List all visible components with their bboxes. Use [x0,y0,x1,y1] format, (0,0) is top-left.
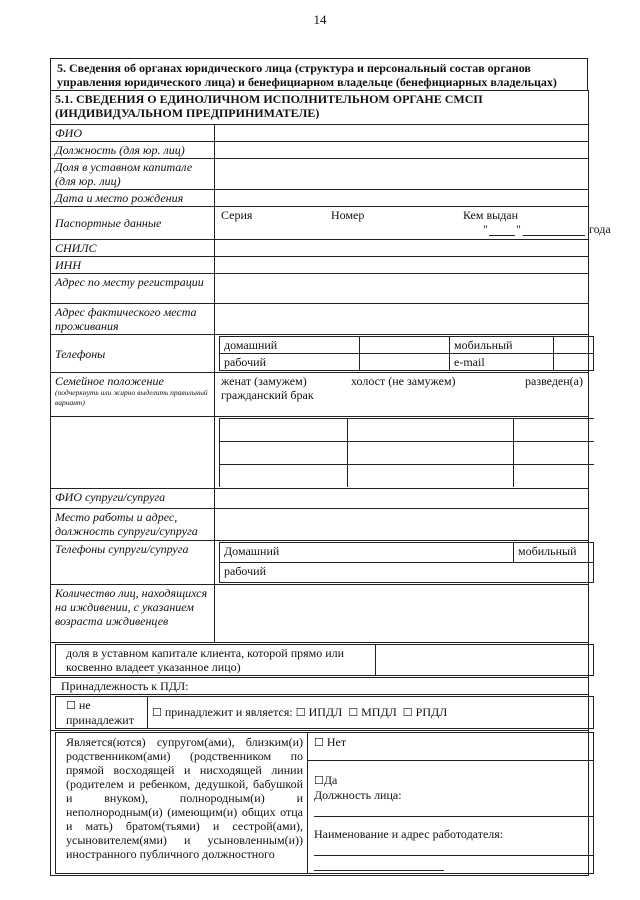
pdl-grid [55,696,594,729]
family-label-cell [51,373,215,417]
phones-grid [219,336,594,371]
phone-home-label: домашний [220,337,360,354]
inn-label: ИНН [51,257,215,274]
reg-address-field[interactable] [215,274,589,304]
passport-issued-label: Кем выдан [463,208,519,222]
phone-work-value[interactable] [360,354,450,371]
pdl-row [51,695,589,731]
family-married[interactable]: женат (замужем) [221,374,307,388]
share-client-row [51,643,589,678]
position-field[interactable] [215,142,589,159]
relative-grid [55,732,594,874]
grid-cell[interactable] [220,442,348,465]
birth-label: Дата и место рождения [51,190,215,207]
spouse-phones-field [215,541,589,585]
checkbox-icon[interactable]: ☐ [314,736,324,749]
spouse-phone-home-label: Домашний [220,543,514,563]
phone-home-value[interactable] [360,337,450,354]
relative-position-label: Должность лица: [314,788,402,802]
phone-work-label: рабочий [220,354,360,371]
grid-cell[interactable] [220,419,348,442]
spouse-phones-label: Телефоны супруги/супруга [51,541,215,585]
relative-employer-label: Наименование и адрес работодателя: [314,827,504,841]
passport-date-quote-close: " [516,222,521,236]
position-label: Должность (для юр. лиц) [51,142,215,159]
page-number: 14 [313,12,327,27]
dependents-label: Количество лиц, находящихся на иждивении, с указанием возраста иждивенцев [51,585,215,643]
relative-yes-option[interactable] [314,773,587,788]
relative-position-field[interactable] [314,802,593,817]
grid-cell[interactable] [514,465,594,488]
family-label: Семейное положение [55,374,164,388]
family-divorced[interactable]: разведен(а) [525,374,584,388]
phones-label: Телефоны [51,335,215,373]
checkbox-icon[interactable]: ☐ [348,706,359,719]
share-field[interactable] [215,159,589,190]
snils-field[interactable] [215,240,589,257]
form-table [50,90,611,876]
blank-grid-cell [215,417,589,489]
spouse-phone-mobile-label: мобильный [514,543,594,563]
passport-year-label: года [589,222,611,236]
passport-day-blank[interactable] [489,222,515,236]
family-hint: (подчеркнуть или жирно выделить правильный вариант) [55,388,208,407]
dependents-field[interactable] [215,585,589,643]
relative-employer-field[interactable] [314,841,593,856]
grid-cell[interactable] [348,419,514,442]
actual-address-field[interactable] [215,304,589,335]
subsection-title-text: 5.1. СВЕДЕНИЯ О ЕДИНОЛИЧНОМ ИСПОЛНИТЕЛЬНОМ ОРГАНЕ СМСП (ИНДИВИДУАЛЬНОМ ПРЕДПРИНИМАТЕЛЕ) [55,92,483,120]
blank-label-cell [51,417,215,489]
checkbox-icon[interactable]: ☐ [314,774,324,787]
reg-address-label: Адрес по месту регистрации [51,274,215,304]
spouse-fio-field[interactable] [215,489,589,509]
pdl-not-belong-option[interactable] [56,697,148,729]
passport-month-blank[interactable] [523,222,585,236]
checkbox-icon[interactable]: ☐ [152,706,162,719]
relative-text: Является(ются) супругом(ами), близким(и) родственником(ами) (родственником по прямой восходящей и нисходящей линии (родителем и ребенком, дедушкой, бабушкой и внуком), полнородным(и) и неполнородным(и) (имеющим(и) общих отца и мать) братом(тьями) и сестрой(ами), усыновителем(ями) и усыновленным(и)) иностранного публичного должностного [56,733,308,874]
passport-label: Паспортные данные [51,207,215,240]
passport-field[interactable] [215,207,611,240]
blank-grid [219,418,594,487]
section-title-text: 5. Сведения об органах юридического лица (структура и персональный состав органов управления юридического лица) и бенефициарном владельце (бенефициарных владельцах) [57,61,557,89]
birth-field[interactable] [215,190,589,207]
family-single[interactable]: холост (не замужем) [351,374,456,388]
passport-number-label: Номер [331,208,365,222]
inn-field[interactable] [215,257,589,274]
checkbox-icon[interactable]: ☐ [402,706,413,719]
grid-cell[interactable] [514,442,594,465]
relative-no-option[interactable] [314,735,587,750]
pdl-mpdl-label: МПДЛ [361,705,397,719]
passport-series-label: Серия [221,208,253,222]
relative-no-label: Нет [326,735,347,749]
passport-date-quote-open: " [483,222,488,236]
spouse-work-field[interactable] [215,509,589,541]
checkbox-icon[interactable]: ☐ [66,699,76,712]
grid-cell[interactable] [348,442,514,465]
pdl-ipdl-label: ИПДЛ [308,705,343,719]
phones-field [215,335,589,373]
snils-label: СНИЛС [51,240,215,257]
email-value[interactable] [554,354,594,371]
email-label: e-mail [450,354,554,371]
pdl-title: Принадлежность к ПДЛ: [51,678,589,695]
spouse-fio-label: ФИО супруги/супруга [51,489,215,509]
relative-yes-label: Да [323,773,338,787]
family-civil[interactable]: гражданский брак [221,388,314,402]
pdl-rpdl-label: РПДЛ [415,705,448,719]
pdl-belongs-label: принадлежит и является: [164,705,293,719]
spouse-work-label: Место работы и адрес, должность супруги/супруга [51,509,215,541]
fio-field[interactable] [215,125,589,142]
share-client-field[interactable] [376,645,594,676]
fio-label: ФИО [51,125,215,142]
subsection-title [51,91,589,125]
grid-cell[interactable] [220,465,348,488]
family-options [215,373,589,417]
grid-cell[interactable] [348,465,514,488]
spouse-phones-grid [219,542,594,583]
share-client-label: доля в уставном капитале клиента, которой прямо или косвенно владеет указанное лицо) [56,645,376,676]
checkbox-icon[interactable]: ☐ [295,706,306,719]
phone-mobile-label: мобильный [450,337,554,354]
pdl-not-belong-label: не принадлежит [66,698,134,727]
share-label: Доля в уставном капитале (для юр. лиц) [51,159,215,190]
share-client-grid [55,644,594,676]
relative-employer-field-2[interactable] [314,856,444,871]
relative-answer [308,733,594,874]
section-title [50,58,588,91]
relative-row [51,731,589,876]
pdl-belongs-options [148,697,594,729]
spouse-phone-work-label: рабочий [220,563,594,583]
grid-cell[interactable] [514,419,594,442]
actual-address-label: Адрес фактического места проживания [51,304,215,335]
phone-mobile-value[interactable] [554,337,594,354]
